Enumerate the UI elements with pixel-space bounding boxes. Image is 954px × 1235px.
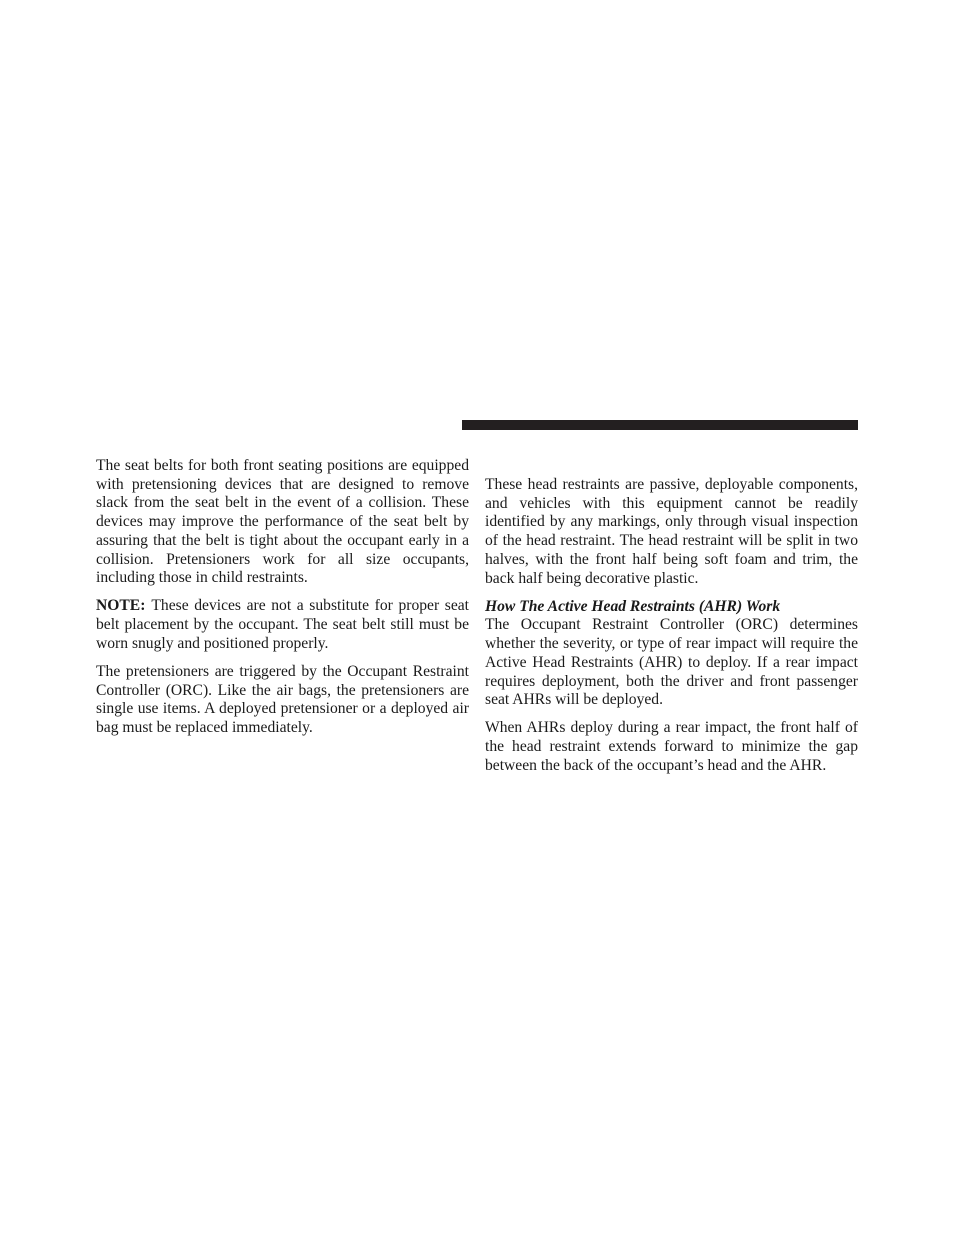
left-text-column bbox=[96, 457, 469, 747]
head-restraint-paragraph: These head restraints are passive, deployable components, and vehicles with this equipment cannot be readily identified by any markings, only through visual inspection of the head restraint. The head restraint will be split in two halves, with the front half being soft foam and trim, the back half being decorative plastic. bbox=[485, 476, 858, 587]
note-paragraph bbox=[96, 597, 469, 653]
ahr-deploy-paragraph: When AHRs deploy during a rear impact, the front half of the head restraint extends forward to minimize the gap between the back of the occupant’s head and the AHR. bbox=[485, 719, 858, 774]
note-text: These devices are not a substitute for proper seat belt placement by the occupant. The seat belt still must be worn snugly and positioned properly. bbox=[96, 597, 469, 652]
right-text-column bbox=[485, 476, 858, 776]
ahr-subheading: How The Active Head Restraints (AHR) Work bbox=[485, 597, 781, 615]
orc-paragraph: The Occupant Restraint Controller (ORC) determines whether the severity, or type of rear impact will require the Active Head Restraints (AHR) to deploy. If a rear impact requires deployment, both the driver and front passenger seat AHRs will be deployed. bbox=[485, 616, 858, 709]
note-label: NOTE: bbox=[96, 597, 146, 615]
pretensioner-paragraph: The seat belts for both front seating positions are equipped with pretensioning devices that are designed to remove slack from the seat belt in the event of a collision. These devices may improve the performance of the seat belt by assuring that the belt is tight about the occupant early in a collision. Pretensioners work for all size occupants, including those in child restraints. bbox=[96, 457, 469, 587]
section-rule-bar bbox=[462, 420, 858, 430]
trigger-paragraph: The pretensioners are triggered by the Occupant Restraint Controller (ORC). Like the air bags, the pretensioners are single use items. A deployed pretensioner or a deployed air bag must be replaced immediately. bbox=[96, 663, 469, 737]
